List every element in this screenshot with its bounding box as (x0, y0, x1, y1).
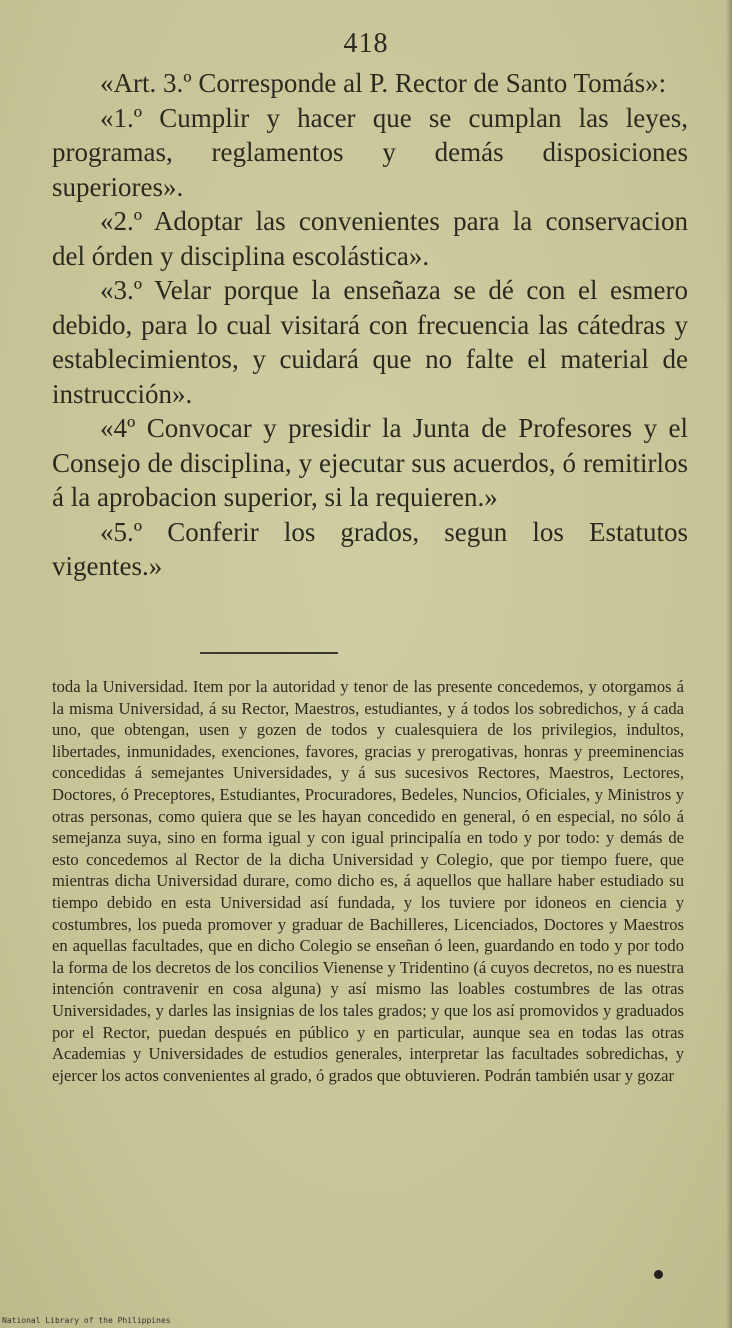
item-5: «5.º Conferir los grados, segun los Estatutos vigentes.» (52, 516, 688, 581)
item-4: «4º Convocar y presidir la Junta de Profesores y el Consejo de disciplina, y ejecutar sus acuerdos, ó remitirlos á la aprobacion superior, si la requieren.» (52, 413, 688, 512)
item-1: «1.º Cumplir y hacer que se cumplan las leyes, programas, reglamentos y demás disposiciones superiores». (52, 102, 688, 202)
main-text (52, 66, 688, 584)
item-3: «3.º Velar porque la enseñaza se dé con el esmero debido, para lo cual visitará con frecuencia las cátedras y establecimientos, y cuidará que no falte el material de instrucción». (52, 275, 688, 409)
item-2: «2.º Adoptar las convenientes para la conservacion del órden y disciplina escolástica». (52, 206, 688, 271)
library-credit: National Library of the Philippines (2, 1316, 171, 1325)
footnote: toda la Universidad. Item por la autoridad y tenor de las presente concedemos, y otorgamos á la misma Universidad, á su Rector, Maestros, estudiantes, y á todos los sobredichos, y á cada uno, que obtengan, usen y gozen de todos y cualesquiera de los privilegios, indultos, libertades, inmunidades, exenciones, favores, gracias y prerogativas, honras y preeminencias concedidas á semejantes Universidades, y á sus sucesivos Rectores, Maestros, Lectores, Doctores, ó Preceptores, Estudiantes, Procuradores, Bedeles, Nuncios, Oficiales, y Ministros y otras personas, como quiera que se les hayan concedido en general, ó en especial, no sólo á semejanza suya, sino en forma igual y con igual principalía en todo y por todo: y demás de esto concedemos al Rector de la dicha Universidad y Colegio, que por tiempo fuere, que mientras dicha Universidad durare, como dicho es, á aquellos que hallare haber estudiado su tiempo debido en esta Universidad así fundada, y los tuviere por idoneos en ciencia y costumbres, los pueda promover y graduar de Bachilleres, Licenciados, Doctores y Maestros en aquellas facultades, que en dicho Colegio se enseñan ó leen, guardando en todo y por todo la forma de los decretos de los concilios Vienense y Tridentino (á cuyos decretos, no es nuestra intención contravenir en cosa alguna) y así mismo las loables costumbres de las otras Universidades, y darles las insignias de los tales grados; y que los así promovidos y graduados por el Rector, puedan después en público y en particular, aunque sea en todas las otras Academias y Universidades de estudios generales, interpretar las facultades sobredichas, y ejercer los actos convenientes al grado, ó grados que obtuvieren. Podrán también usar y gozar (52, 677, 684, 1085)
ink-dot (654, 1270, 663, 1279)
footnote-divider (200, 652, 338, 654)
page-edge-shadow (726, 0, 732, 1328)
article-heading: «Art. 3.º Corresponde al P. Rector de Santo Tomás»: (100, 68, 667, 98)
page-number: 418 (343, 28, 389, 59)
